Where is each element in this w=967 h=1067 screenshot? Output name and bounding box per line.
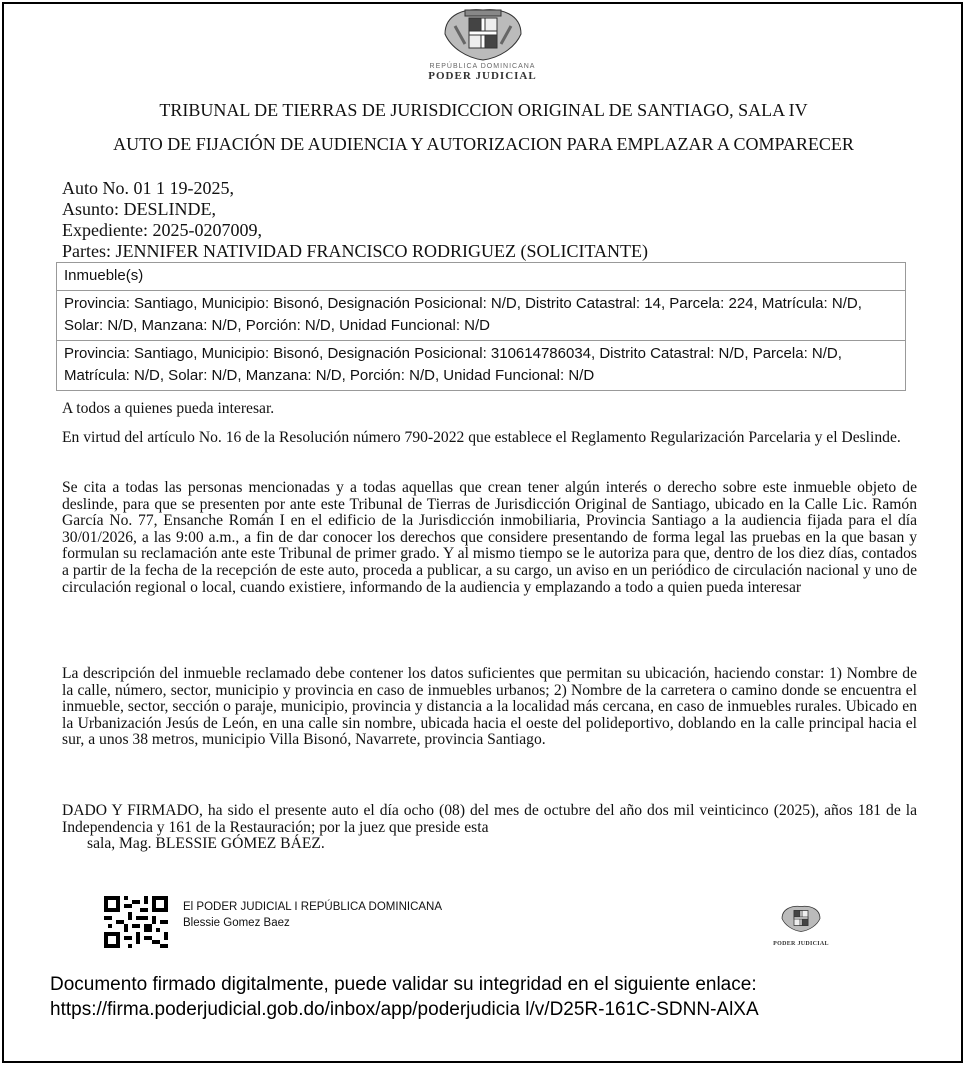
signature-institution: El PODER JUDICIAL I REPÚBLICA DOMINICANA bbox=[183, 901, 443, 913]
republica-label: REPÚBLICA DOMINICANA bbox=[429, 63, 536, 70]
expediente: Expediente: 2025-0207009, bbox=[62, 220, 262, 240]
poder-judicial-seal-small bbox=[770, 900, 832, 947]
citation-paragraph: Se cita a todas las personas mencionadas y a todas aquellas que crean tener algún interés o derecho sobre este inmueble objeto de deslinde, para que se presenten por ante este Tribunal de Tierras de Jurisdicción Original de Santiago, ubicado en la Calle Lic. Ramón García No. 77, Ensanche Román I en el edificio de la Jurisdicción inmobiliaria, Provincia Santiago a la audiencia fijada para el día 30/01/2026, a las 9:00 a.m., a fin de dar conocer los derechos que considere presentando de forma legal las pruebas en la que basan y formulan su reclamación ante este Tribunal de primer grado. Y al mismo tiempo se le autoriza para que, dentro de los diez días, contados a partir de la fecha de la recepción de este auto, proceda a publicar, a su cargo, un aviso en un periódico de circulación nacional y uno de circulación regional o local, cuando existiere, informando de la audiencia y emplazando a todo a quien pueda interesar bbox=[62, 479, 917, 596]
inmueble-row: Provincia: Santiago, Municipio: Bisonó, Designación Posicional: 310614786034, Distrito Catastral: N/D, Parcela: N/D, Matrícula: N/D, Solar: N/D, Manzana: N/D, Porción: N/D, Unidad Funcional: N/D bbox=[64, 345, 842, 384]
salutation-paragraph: A todos a quienes pueda interesar. bbox=[62, 400, 275, 417]
inmueble-row: Provincia: Santiago, Municipio: Bisonó, Designación Posicional: N/D, Distrito Catastral: 14, Parcela: 224, Matrícula: N/D, Solar: N/D, Manzana: N/D, Porción: N/D, Unidad Funcional: N/D bbox=[57, 291, 905, 341]
digital-signature-block bbox=[183, 899, 442, 931]
qr-code-icon bbox=[104, 896, 168, 948]
signing-paragraph bbox=[62, 803, 917, 853]
signing-judge: sala, Mag. BLESSIE GÓMEZ BÁEZ. bbox=[87, 835, 325, 853]
coat-of-arms-icon bbox=[777, 900, 825, 936]
tribunal-heading: TRIBUNAL DE TIERRAS DE JURISDICCION ORIGINAL DE SANTIAGO, SALA IV bbox=[159, 100, 808, 120]
inmuebles-table bbox=[56, 262, 906, 391]
validation-link[interactable]: https://firma.poderjudicial.gob.do/inbox/app/poderjudicia l/v/D25R-161C-SDNN-AlXA bbox=[50, 999, 759, 1020]
document-title: AUTO DE FIJACIÓN DE AUDIENCIA Y AUTORIZACION PARA EMPLAZAR A COMPARECER bbox=[113, 134, 854, 154]
coat-of-arms-icon bbox=[435, 4, 531, 62]
validation-notice: Documento firmado digitalmente, puede validar su integridad en el siguiente enlace: bbox=[50, 974, 757, 995]
auto-number: Auto No. 01 1 19-2025, bbox=[62, 178, 234, 198]
asunto: Asunto: DESLINDE, bbox=[62, 199, 216, 219]
inmuebles-table-header: Inmueble(s) bbox=[57, 263, 905, 291]
poder-judicial-seal bbox=[410, 4, 555, 82]
case-metadata bbox=[62, 178, 648, 262]
poder-judicial-label-small: PODER JUDICIAL bbox=[773, 941, 829, 947]
partes: Partes: JENNIFER NATIVIDAD FRANCISCO RODRIGUEZ (SOLICITANTE) bbox=[62, 241, 649, 261]
poder-judicial-label: PODER JUDICIAL bbox=[428, 70, 537, 82]
legal-basis-paragraph: En virtud del artículo No. 16 de la Resolución número 790-2022 que establece el Reglamento Regularización Parcelaria y el Deslinde. bbox=[62, 429, 901, 446]
signing-text: DADO Y FIRMADO, ha sido el presente auto el día ocho (08) del mes de octubre del año dos mil veinticinco (2025), años 181 de la Independencia y 161 de la Restauración; por la juez que preside esta bbox=[62, 802, 917, 836]
validation-footer bbox=[50, 972, 759, 1022]
property-description-paragraph: La descripción del inmueble reclamado debe contener los datos suficientes que permitan su ubicación, haciendo constar: 1) Nombre de la calle, número, sector, municipio y provincia en caso de inmuebles urbanos; 2) Nombre de la carretera o camino donde se encuentra el inmueble, sector, sección o paraje, municipio, provincia y distancia a la localidad más cercana, en caso de inmuebles rurales. Ubicado en la Urbanización Jesús de León, en una calle sin nombre, ubicada hacia el oeste del polideportivo, doblando en la calle principal hacia el sur, a unos 38 metros, municipio Villa Bisonó, Navarrete, provincia Santiago. bbox=[62, 665, 917, 749]
signature-signer: Blessie Gomez Baez bbox=[183, 917, 290, 929]
